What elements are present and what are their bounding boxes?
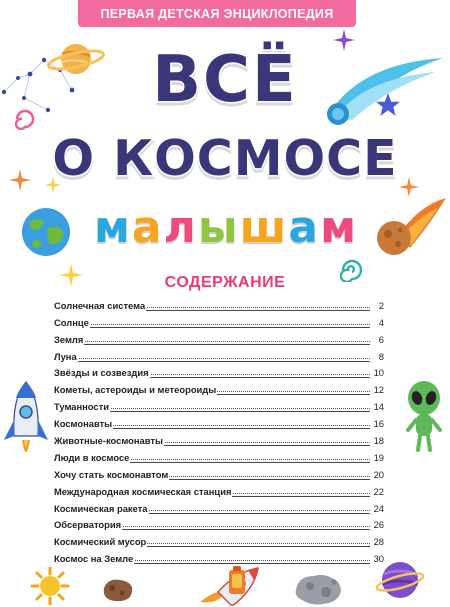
lantern-icon [226,566,248,596]
toc-page-number: 24 [370,503,384,514]
toc-row[interactable] [54,514,384,531]
toc-row[interactable] [54,328,384,345]
toc-title: Международная космическая станция [54,485,232,497]
toc-leader-dots [54,341,372,342]
toc-title: Солнце [54,316,89,328]
subtitle-letter: л [163,202,196,253]
toc-page-number: 22 [370,486,384,497]
toc-page-number: 12 [370,384,384,395]
toc-title: Космический мусор [54,536,147,548]
toc-title: Обсерватория [54,519,122,531]
series-banner: ПЕРВАЯ ДЕТСКАЯ ЭНЦИКЛОПЕДИЯ [78,0,356,27]
subtitle-letter: м [320,202,357,253]
toc-title: Животные-космонавты [54,435,164,447]
meteor-icon [368,196,448,260]
rocket-icon [2,380,50,472]
toc-row[interactable] [54,345,384,362]
subtitle-kids [85,202,365,253]
toc-page-number: 2 [370,300,384,311]
toc-row[interactable] [54,294,384,311]
toc-row[interactable] [54,395,384,412]
toc-page-number: 20 [370,469,384,480]
toc-page-number: 19 [370,452,384,463]
toc-title: Звёзды и созвездия [54,367,149,379]
toc-row[interactable] [54,412,384,429]
alien-icon [404,380,444,454]
toc-title: Луна [54,350,77,362]
toc-page-number: 6 [370,334,384,345]
toc-page-number: 14 [370,401,384,412]
toc-list [54,294,384,564]
toc-row[interactable] [54,480,384,497]
toc-title: Туманности [54,401,109,413]
toc-heading: СОДЕРЖАНИЕ [164,274,286,291]
asteroid-icon [292,570,346,606]
toc-title: Кометы, астероиды и метеороиды [54,384,217,396]
sun-icon [30,566,70,606]
toc-page-number: 18 [370,435,384,446]
toc-row[interactable] [54,497,384,514]
title-line-2: О КОСМОСЕ [52,130,398,187]
toc-page-number: 26 [370,519,384,530]
title-line-1: ВСЁ [152,43,298,117]
galaxy-icon [340,258,364,282]
toc-row[interactable] [54,362,384,379]
subtitle-letter: м [93,202,130,253]
toc-page-number: 4 [370,317,384,328]
toc-page-number: 16 [370,418,384,429]
toc-page-number: 30 [370,553,384,564]
toc-row[interactable] [54,378,384,395]
toc-row[interactable] [54,311,384,328]
toc-title: Космос на Земле [54,553,134,565]
toc-row[interactable] [54,530,384,547]
toc-page-number: 28 [370,536,384,547]
toc-page-number: 8 [370,351,384,362]
asteroid-icon [100,576,136,604]
toc-title: Космическая ракета [54,502,148,514]
toc-leader-dots [54,358,372,359]
subtitle-letter: ш [239,202,287,253]
toc-row[interactable] [54,463,384,480]
subtitle-letter: ы [197,202,238,253]
toc-row[interactable] [54,547,384,564]
toc-leader-dots [54,324,372,325]
toc-title: Солнечная система [54,299,146,311]
subtitle-letter: а [131,202,162,253]
toc-title: Космонавты [54,418,113,430]
toc-page-number: 10 [370,367,384,378]
subtitle-letter: а [288,202,319,253]
toc-row[interactable] [54,429,384,446]
toc-title: Люди в космосе [54,451,130,463]
earth-icon [20,206,72,258]
toc-title: Земля [54,333,84,345]
toc-title: Хочу стать космонавтом [54,468,169,480]
toc-row[interactable] [54,446,384,463]
